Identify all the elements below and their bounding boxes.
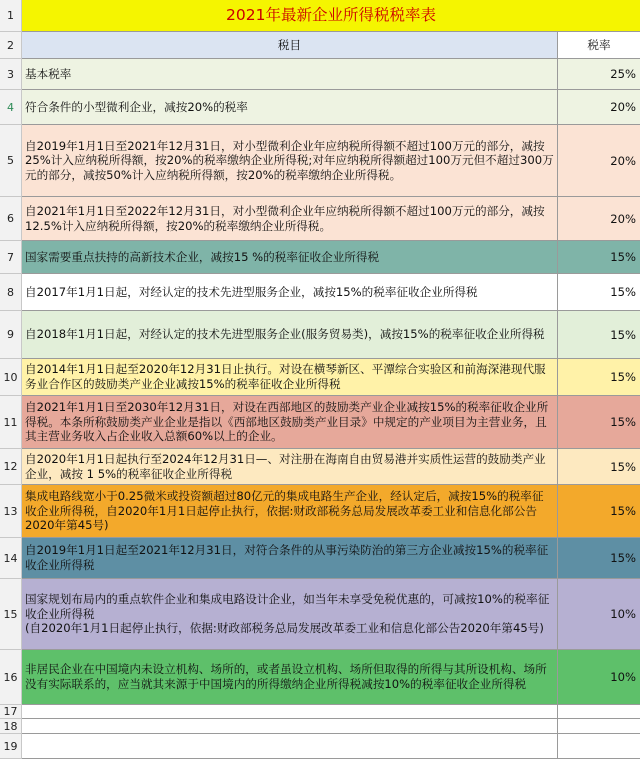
table-row (0, 90, 640, 125)
table-row (0, 719, 640, 734)
row-number[interactable]: 17 (0, 705, 22, 719)
table-row (0, 538, 640, 579)
tax-item-cell[interactable] (22, 274, 558, 311)
tax-item-cell[interactable] (22, 579, 558, 650)
tax-item-cell[interactable] (22, 719, 558, 734)
tax-item-text: 自2019年1月1日起至2021年12月31日，对符合条件的从事污染防治的第三方企业减按15%的税率征收企业所得税 (25, 543, 549, 572)
table-row (0, 241, 640, 274)
tax-item-text: 自2014年1月1日起至2020年12月31日止执行。对设在横琴新区、平潭综合实验区和前海深港现代服务业合作区的鼓励类产业企业减按15%的税率征收企业所得税 (25, 362, 546, 391)
row-number[interactable]: 15 (0, 579, 22, 650)
table-row (0, 650, 640, 705)
tax-item-cell[interactable] (22, 90, 558, 125)
tax-item-text: 自2020年1月1日起执行至2024年12月31日—、对注册在海南自由贸易港并实质性运营的鼓励类产业企业，减按 1 5%的税率征收企业所得税 (25, 451, 546, 481)
header-row (0, 32, 640, 59)
tax-rate-cell[interactable]: 10% (558, 579, 640, 650)
row-number[interactable]: 7 (0, 241, 22, 274)
tax-rate-cell[interactable]: 10% (558, 650, 640, 705)
tax-rate-cell[interactable]: 25% (558, 59, 640, 90)
row-number-1[interactable]: 1 (0, 0, 22, 32)
tax-item-cell[interactable] (22, 396, 558, 449)
tax-item-text: 符合条件的小型微利企业，减按20%的税率 (25, 99, 248, 114)
tax-item-cell[interactable] (22, 59, 558, 90)
tax-item-text: 自2021年1月1日至2030年12月31日，对设在西部地区的鼓励类产业企业减按15%的税率征收企业所得税。本条所称鼓励类产业企业是指以《西部地区鼓励类产业目录》中规定的产业项目为主营业务，且其主营业务收入占企业收入总额60%以上的企业。 (25, 400, 549, 444)
table-row (0, 449, 640, 485)
tax-item-cell[interactable] (22, 449, 558, 485)
row-number[interactable]: 16 (0, 650, 22, 705)
tax-item-text: 自2017年1月1日起，对经认定的技术先进型服务企业，减按15%的税率征收企业所得税 (25, 284, 478, 299)
tax-item-text: 基本税率 (25, 66, 72, 81)
tax-item-cell[interactable] (22, 650, 558, 705)
tax-rate-cell[interactable]: 15% (558, 274, 640, 311)
row-number[interactable]: 14 (0, 538, 22, 579)
row-number[interactable]: 10 (0, 359, 22, 396)
tax-item-cell[interactable] (22, 197, 558, 241)
tax-rate-cell[interactable]: 15% (558, 485, 640, 538)
tax-rate-cell[interactable] (558, 705, 640, 719)
tax-rate-cell[interactable]: 15% (558, 359, 640, 396)
sheet-title[interactable]: 2021年最新企业所得税税率表 (22, 0, 640, 32)
tax-item-cell[interactable] (22, 705, 558, 719)
tax-item-cell[interactable] (22, 538, 558, 579)
table-row (0, 197, 640, 241)
tax-item-cell[interactable] (22, 359, 558, 396)
tax-item-text: 国家需要重点扶持的高新技术企业，减按15 %的税率征收企业所得税 (25, 249, 380, 264)
row-number[interactable]: 4 (0, 90, 22, 125)
row-number[interactable]: 18 (0, 719, 22, 734)
tax-item-cell[interactable] (22, 485, 558, 538)
header-tax-rate[interactable]: 税率 (558, 32, 640, 59)
tax-rate-cell[interactable]: 15% (558, 311, 640, 359)
tax-item-cell[interactable] (22, 125, 558, 197)
tax-item-text: 国家规划布局内的重点软件企业和集成电路设计企业，如当年未享受免税优惠的，可减按10%的税率征收企业所得税 (自2020年1月1日起停止执行，依据:财政部税务总局发展改革委工业和信息化部公告2020年第45号) (25, 592, 550, 636)
row-number[interactable]: 8 (0, 274, 22, 311)
row-number[interactable]: 3 (0, 59, 22, 90)
header-tax-item[interactable]: 税目 (22, 32, 558, 59)
tax-rate-cell[interactable] (558, 719, 640, 734)
tax-item-cell[interactable] (22, 241, 558, 274)
row-number[interactable]: 12 (0, 449, 22, 485)
table-row (0, 485, 640, 538)
tax-item-text: 非居民企业在中国境内未设立机构、场所的，或者虽设立机构、场所但取得的所得与其所设机构、场所没有实际联系的，应当就其来源于中国境内的所得缴纳企业所得税减按10%的税率征收企业所得税 (25, 662, 547, 691)
title-row (0, 0, 640, 32)
row-number[interactable]: 13 (0, 485, 22, 538)
table-row (0, 125, 640, 197)
tax-item-cell[interactable] (22, 734, 558, 759)
tax-rate-cell[interactable]: 15% (558, 241, 640, 274)
tax-item-text: 自2021年1月1日至2022年12月31日，对小型微利企业年应纳税所得额不超过100万元的部分，减按12.5%计入应纳税所得额，按20%的税率缴纳企业所得税。 (25, 203, 545, 233)
tax-rate-cell[interactable]: 20% (558, 197, 640, 241)
tax-item-cell[interactable] (22, 311, 558, 359)
row-number[interactable]: 6 (0, 197, 22, 241)
tax-rate-cell[interactable]: 15% (558, 396, 640, 449)
table-row (0, 579, 640, 650)
tax-item-text: 自2018年1月1日起，对经认定的技术先进型服务企业(服务贸易类)，减按15%的税率征收企业所得税 (25, 327, 545, 342)
row-number-2[interactable]: 2 (0, 32, 22, 59)
table-row (0, 59, 640, 90)
tax-rate-cell[interactable]: 15% (558, 449, 640, 485)
tax-rate-cell[interactable]: 20% (558, 90, 640, 125)
tax-item-text: 自2019年1月1日至2021年12月31日，对小型微利企业年应纳税所得额不超过100万元的部分，减按25%计入应纳税所得额，按20%的税率缴纳企业所得税;对年应纳税所得额超过100万元但不超过300万元的部分，减按50%计入应纳税所得额，按20%的税率缴纳企业所得税。 (25, 138, 554, 182)
row-number[interactable]: 5 (0, 125, 22, 197)
tax-item-text: 集成电路线宽小于0.25微米或投资额超过80亿元的集成电路生产企业，经认定后，减按15%的税率征收企业所得税，自2020年1月1日起停止执行，依据:财政部税务总局发展改革委工业和信息化部公告2020年第45号) (25, 489, 544, 533)
table-row (0, 734, 640, 759)
table-row (0, 396, 640, 449)
table-row (0, 274, 640, 311)
table-row (0, 705, 640, 719)
tax-rate-cell[interactable] (558, 734, 640, 759)
table-row (0, 359, 640, 396)
row-number[interactable]: 19 (0, 734, 22, 759)
tax-rate-cell[interactable]: 15% (558, 538, 640, 579)
row-number[interactable]: 11 (0, 396, 22, 449)
row-number[interactable]: 9 (0, 311, 22, 359)
table-row (0, 311, 640, 359)
tax-rate-cell[interactable]: 20% (558, 125, 640, 197)
